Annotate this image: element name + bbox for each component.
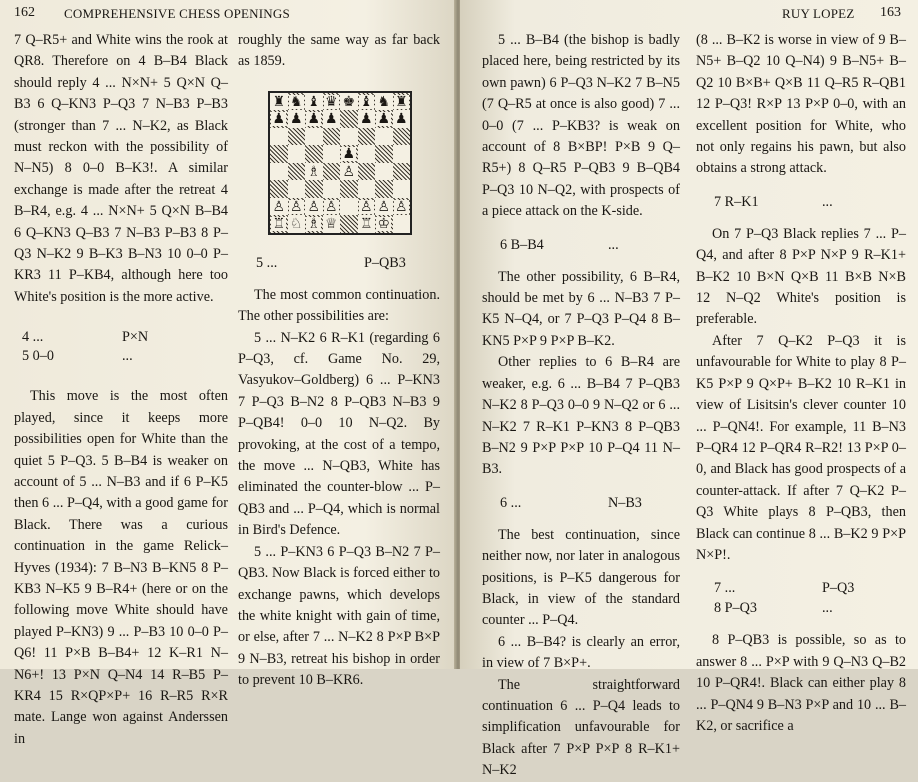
board-square: [270, 180, 288, 198]
white-king-icon: ♔: [375, 215, 393, 233]
running-head: RUY LOPEZ: [782, 6, 855, 21]
board-square: [323, 180, 341, 198]
black-pawn-icon: ♟: [340, 145, 358, 163]
board-square: [358, 163, 376, 181]
black-pawn-icon: ♟: [375, 110, 393, 128]
black-pawn-icon: ♟: [394, 111, 408, 128]
move-black: ...: [608, 236, 619, 253]
white-pawn-icon: ♙: [323, 198, 341, 216]
left-page: [0, 0, 456, 747]
black-pawn-icon: ♟: [305, 110, 323, 128]
board-square: [288, 128, 306, 146]
board-square: [340, 180, 358, 198]
move-line: [238, 253, 440, 273]
move-white: 6 ...: [500, 494, 522, 511]
paragraph: On 7 P–Q3 Black replies 7 ... P–Q4, and after 8 P×P N×P 9 R–K1+ B–K2 10 B×N Q×B 11 B×B N×B 12 N–Q2 White's position is preferable.: [696, 225, 906, 328]
paragraph: Other replies to 6 B–R4 are weaker, e.g. 6 ... B–B4 7 P–QB3 N–K2 8 P–Q3 0–0 9 N–Q2 or 6 ... N–K2 7 R–K1 P–KN3 8 P–QB3 B–N2 9 P×P P×P 10 P–Q4 11 N–B3.: [482, 354, 680, 478]
move-white: 8 P–Q3: [714, 600, 757, 617]
board-square: [305, 145, 323, 163]
paragraph: 5 ... N–K2 6 R–K1 (regarding 6 P–Q3, cf. Game No. 29, Vasyukov–Goldberg) 6 ... P–KN3 7 P–Q3 B–N2 8 P–QB3 N–B3 9 P–QB4! 0–0 10 N–Q2. By provoking, at the cost of a tempo, the move ... N–QB3, White has eliminated the counter-blow ... P–QB3 and ... P–Q4, which is normal in Bird's Defence.: [238, 329, 440, 539]
move-line: [14, 328, 228, 347]
white-pawn-icon: ♙: [342, 163, 356, 180]
board-square: [375, 145, 393, 163]
move-line: [696, 598, 906, 618]
black-bishop-icon: ♝: [307, 93, 321, 110]
board-square: [340, 110, 358, 128]
white-pawn-icon: ♙: [288, 198, 306, 216]
board-square: [393, 145, 411, 163]
paragraph: After 7 Q–K2 P–Q3 it is unfavourable for White to play 8 P–K5 P×P 9 Q×P+ B–K2 10 R–K1 in view of Lisitsin's clever counter 10 ... P–QN4!. For example, 11 B–N3 P–QR4 12 P–QR4 R–R2! 13 P×P 0–0, and Black has good prospects of a counter-attack. If after 7 Q–K2 P–Q3 White plays 8 P–QB3, then Black can continue 8 ... B–K2 9 P×P N×P!.: [696, 332, 906, 563]
paragraph: The straightforward continuation 6 ... P–Q4 leads to simplification unfavourable for Black after 7 P×P P×P 8 R–K1+ N–K2: [482, 676, 680, 779]
board-square: [340, 128, 358, 146]
black-pawn-icon: ♟: [324, 111, 338, 128]
paragraph: 8 P–QB3 is possible, so as to answer 8 ... P×P with 9 Q–N3 Q–B2 10 P–QR4!. Black can either play 8 ... P–QN4 9 B–N3 P×P and 10 ... B–K2, or sacrifice a: [696, 632, 906, 734]
board-square: [393, 215, 411, 233]
white-pawn-icon: ♙: [393, 198, 411, 216]
black-king-icon: ♚: [342, 93, 356, 110]
black-rook-icon: ♜: [393, 93, 411, 111]
black-pawn-icon: ♟: [289, 111, 303, 128]
white-pawn-icon: ♙: [272, 198, 286, 215]
right-column-2: [696, 30, 906, 737]
white-rook-icon: ♖: [270, 215, 288, 233]
move-black: ...: [822, 193, 833, 210]
black-knight-icon: ♞: [288, 93, 306, 111]
move-black: P–QB3: [364, 254, 406, 271]
board-square: [375, 180, 393, 198]
paragraph: 6 ... B–B4? is clearly an error, in view of 7 B×P+.: [482, 633, 680, 672]
board-square: [375, 128, 393, 146]
paragraph: This move is the most often played, since it keeps more possibilities open for White than the quiet 5 P–Q3. 5 B–B4 is weaker on account of 5 ... N–B3 and if 6 P–K5 then 6 ... P–Q4, with a good game for Black. There was a curious continuation in the game Relick–Hyves (1934): 7 B–N3 B–KN5 8 P–KB3 N–K5 9 B–R4+ (here or on the following move White should have played P–KN3) 9 ... P–B3 10 0–0 P–Q6! 11 P×B B–B4+ 12 K–R1 N–N6+! 13 P×N Q–N4 14 R–B5 P–KR4 15 R×QP×P+ 16 R–R5 R×R mate. Lange won against Anderssen in: [14, 388, 228, 747]
board-square: [323, 145, 341, 163]
white-bishop-icon: ♗: [305, 215, 323, 233]
move-white: 7 R–K1: [714, 193, 759, 210]
board-square: [305, 128, 323, 146]
chess-diagram: [268, 91, 412, 235]
paragraph: The best continuation, since neither now, nor later in analogous positions, is P–K5 dangerous for Black, in view of the standard counter ... P–Q4.: [482, 526, 680, 629]
paragraph: 5 ... P–KN3 6 P–Q3 B–N2 7 P–QB3. Now Black is forced either to exchange pawns, which develops the white knight with gain of time, or else, after 7 ... N–K2 8 P×P B×P 9 N–B3, retreat his bishop in order to prevent 10 B–KR6.: [238, 543, 440, 689]
board-square: [358, 145, 376, 163]
board-square: [270, 145, 288, 163]
white-pawn-icon: ♙: [307, 198, 321, 215]
board-square: [340, 198, 358, 216]
black-pawn-icon: ♟: [270, 110, 288, 128]
page-number: 163: [880, 5, 901, 20]
left-column-2: [238, 30, 440, 692]
board-square: [270, 163, 288, 181]
right-page: [460, 0, 918, 779]
board-square: [323, 128, 341, 146]
move-black: N–B3: [608, 494, 642, 511]
move-black: ...: [122, 348, 133, 365]
board-square: [288, 145, 306, 163]
paragraph: roughly the same way as far back as 1859.: [238, 32, 440, 70]
move-line: [482, 235, 680, 255]
black-queen-icon: ♛: [323, 93, 341, 111]
white-pawn-icon: ♙: [377, 198, 391, 215]
move-white: 6 B–B4: [500, 236, 544, 253]
white-knight-icon: ♘: [289, 216, 303, 233]
board-square: [358, 128, 376, 146]
move-line: [14, 347, 228, 366]
black-pawn-icon: ♟: [359, 111, 373, 128]
paragraph: The most common continuation. The other possibilities are:: [238, 286, 440, 325]
move-line: [482, 493, 680, 513]
paragraph: The other possibility, 6 B–R4, should be met by 6 ... N–B3 7 P–K5 N–Q4, or 7 P–Q3 P–Q4 8 B–KN5 P×P 9 P×P B–K2.: [482, 268, 680, 349]
paragraph: 5 ... B–B4 (the bishop is badly placed here, being restricted by its own pawn) 6 P–Q3 N–K2 7 B–N5 (7 Q–R5 at once is also good) 7 ... 0–0 (7 ... P–KB3? is weak on account of 8 B×BP! P×B 9 Q–R5+) 8 Q–R5 P–QB3 9 B–QB4 P–Q3 10 N–Q2, with prospects of a piece attack on the K-side.: [482, 32, 680, 220]
white-queen-icon: ♕: [324, 216, 338, 233]
white-pawn-icon: ♙: [358, 198, 376, 216]
black-bishop-icon: ♝: [358, 93, 376, 111]
board-square: [323, 163, 341, 181]
board-square: [393, 180, 411, 198]
board-square: [393, 163, 411, 181]
move-white: 4 ...: [22, 329, 44, 346]
page-number: 162: [14, 5, 35, 20]
board-square: [288, 180, 306, 198]
board-square: [270, 128, 288, 146]
move-line: [696, 192, 906, 212]
white-rook-icon: ♖: [359, 216, 373, 233]
board-square: [393, 128, 411, 146]
right-column-1: [482, 30, 680, 782]
paragraph: (8 ... B–K2 is worse in view of 9 B–N5+ B–Q2 10 Q–N4) 9 B–N5+ B–Q2 10 B×B+ Q×B 11 Q–R5 R–QB1 12 P–Q3! R×P 13 P×P 0–0, with an excellent position for White, who not only regains his pawn, but also obtains a strong attack.: [696, 32, 906, 177]
left-column-1: [14, 30, 228, 750]
move-black: P×N: [122, 329, 149, 346]
black-rook-icon: ♜: [272, 93, 286, 110]
move-white: 5 ...: [256, 254, 278, 271]
board-square: [358, 180, 376, 198]
board-square: [340, 215, 358, 233]
white-bishop-icon: ♗: [307, 163, 321, 180]
board-square: [305, 180, 323, 198]
move-black: P–Q3: [822, 580, 855, 597]
board-square: [288, 163, 306, 181]
running-head: COMPREHENSIVE CHESS OPENINGS: [64, 6, 290, 21]
move-white: 7 ...: [714, 580, 736, 597]
black-knight-icon: ♞: [377, 93, 391, 110]
paragraph: 7 Q–R5+ and White wins the rook at QR8. Therefore on 4 B–B4 Black should reply 4 ... N×N+ 5 Q×N Q–B3 6 Q–KN3 P–Q3 7 N–B3 P–B3 (stronger than 7 ... N–K2, as Black must reckon with the possibility of N–N5) 8 0–0 B–K3!. A similar exchange is made after the retreat 4 B–R4, e.g. 4 ... N×N+ 5 Q×N B–B4 6 Q–KN3 Q–B3 7 N–B3 P–B3 8 P–Q3 N–K2 9 B–K3 B–N3 10 0–0 P–KR3 11 P–KB4, although here too White's position is the more active.: [14, 32, 228, 305]
move-black: ...: [822, 600, 833, 617]
move-white: 5 0–0: [22, 348, 54, 365]
move-line: [696, 578, 906, 598]
board-square: [375, 163, 393, 181]
